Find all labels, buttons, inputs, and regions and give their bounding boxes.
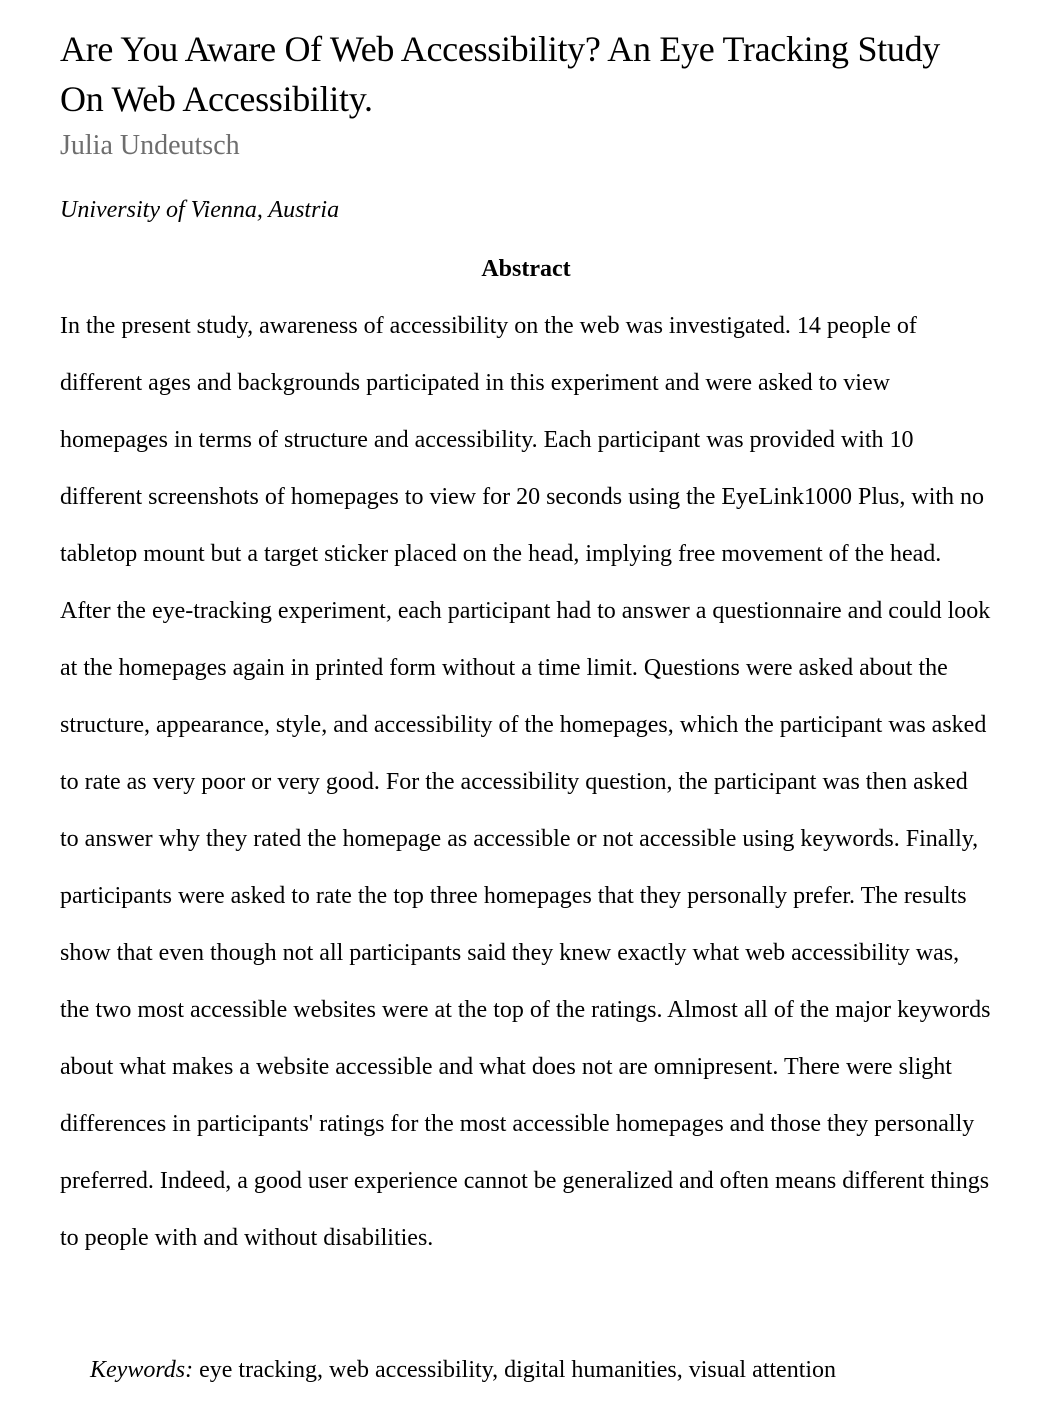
abstract-heading: Abstract [481, 256, 571, 282]
keywords-list: eye tracking, web accessibility, digital humanities, visual attention [199, 1357, 837, 1383]
abstract-body: In the present study, awareness of accessibility on the web was investigated. 14 people of different ages and backgrounds participated in this experiment and were asked to view homepages in terms of structure and accessibility. Each participant was provided with 10 different screenshots of homepages to view for 20 seconds using the EyeLink1000 Plus, with no tabletop mount but a target sticker placed on the head, implying free movement of the head. After the eye-tracking experiment, each participant had to answer a questionnaire and could look at the homepages again in printed form without a time limit. Questions were asked about the structure, appearance, style, and accessibility of the homepages, which the participant was asked to rate as very poor or very good. For the accessibility question, the participant was then asked to answer why they rated the homepage as accessible or not accessible using keywords. Finally, participants were asked to rate the top three homepages that they personally prefer. The results show that even though not all participants said they knew exactly what web accessibility was, the two most accessible websites were at the top of the ratings. Almost all of the major keywords about what makes a website accessible and what does not are omnipresent. There were slight differences in participants' ratings for the most accessible homepages and those they personally preferred. Indeed, a good user experience cannot be generalized and often means different things to people with and without disabilities. [60, 313, 991, 1251]
author-name: Julia Undeutsch [60, 130, 240, 161]
author-affiliation: University of Vienna, Austria [60, 197, 340, 223]
keywords-line [90, 1354, 836, 1386]
paper-title: Are You Aware Of Web Accessibility? An Eye Tracking Study On Web Accessibility. [60, 29, 940, 119]
keywords-label: Keywords: [90, 1357, 194, 1383]
